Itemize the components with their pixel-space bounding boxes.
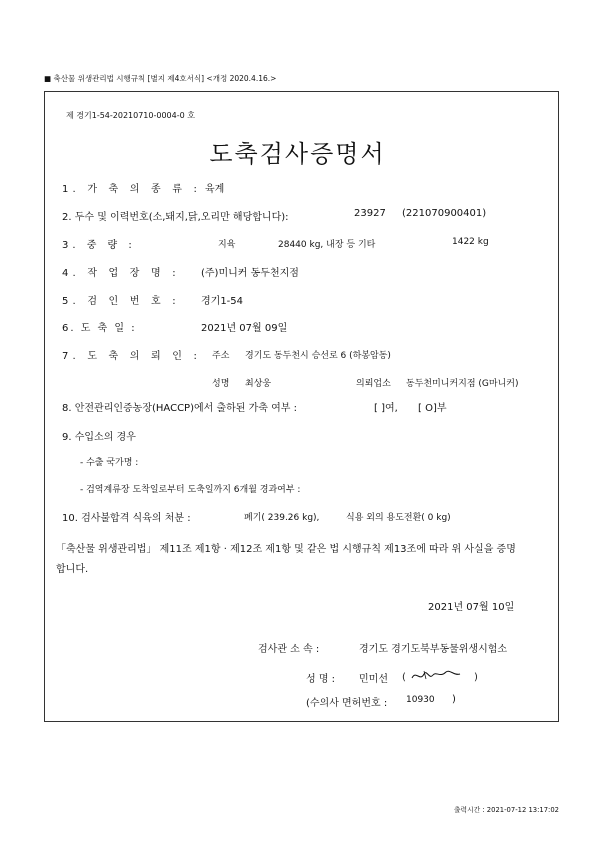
kind-value: 육계	[205, 184, 225, 195]
workplace-value: (주)미니커 동두천지점	[201, 268, 299, 279]
svg-text:(: (	[402, 672, 406, 683]
disposal-other: 식용 외의 용도전환( 0 kg)	[346, 513, 451, 523]
inspector-license-label: (수의사 면허번호 :	[306, 698, 388, 709]
trace-count: 23927	[354, 208, 386, 219]
issue-date: 2021년 07월 10일	[428, 602, 515, 613]
import-label: 9. 수입소의 경우	[62, 432, 136, 443]
haccp-no: [ O]부	[418, 403, 447, 414]
weight-live-label: 지육	[218, 240, 236, 250]
weight-label-text: 3. 중 량 :	[62, 240, 136, 251]
agent-value: 동두천미니커지점 (G마니커)	[406, 379, 519, 389]
name-label: 성명	[212, 379, 230, 389]
haccp-label: 8. 안전관리인증농장(HACCP)에서 출하된 가축 여부 :	[62, 403, 298, 414]
inspector-signature	[402, 666, 482, 686]
address-label: 주소	[212, 351, 230, 361]
weight-label	[62, 236, 136, 251]
statement-line-2: 합니다.	[56, 564, 89, 575]
trace-label: 2. 두수 및 이력번호(소,돼지,닭,오리만 해당합니다):	[62, 212, 289, 223]
trace-number: (221070900401)	[402, 208, 487, 219]
weight-other-value: 1422 kg	[452, 237, 489, 247]
certificate-number: 제 경기1-54-20210710-0004-0 호	[66, 111, 195, 120]
requester-label: 7. 도 축 의 뢰 인 :	[62, 351, 202, 362]
inspector-license-value: 10930	[406, 695, 435, 705]
inspector-name-value: 민미선	[359, 674, 388, 685]
kind-label: 1. 가 축 의 종 류 :	[62, 184, 202, 195]
date-value: 2021년 07월 09일	[201, 323, 288, 334]
agent-label: 의뢰업소	[356, 379, 391, 389]
certificate-title: 도축검사증명서	[209, 140, 386, 168]
disposal-label: 10. 검사불합격 식육의 처분 :	[62, 513, 191, 524]
address-value: 경기도 동두천시 승선로 6 (하봉암동)	[245, 351, 391, 361]
date-label: 6. 도 축 일 :	[62, 323, 137, 334]
form-header-note: ■ 축산물 위생관리법 시행규칙 [별지 제4호서식] <개정 2020.4.16.>	[44, 74, 277, 83]
inspector-name-label: 성 명 :	[306, 674, 336, 685]
svg-text:): )	[474, 672, 478, 683]
statement-line-1: 「축산물 위생관리법」 제11조 제1항 · 제12조 제1항 및 같은 법 시행규칙 제13조에 따라 위 사실을 증명	[56, 544, 516, 555]
inspector-affiliation-label: 검사관 소 속 :	[258, 644, 320, 655]
output-time: 출력시간 : 2021-07-12 13:17:02	[453, 806, 559, 814]
weight-live-value: 28440 kg, 내장 등 기타	[278, 240, 376, 250]
haccp-yes: [ ]여,	[374, 403, 398, 414]
import-period-label: - 검역계류장 도착일로부터 도축일까지 6개월 경과여부 :	[80, 485, 301, 495]
inspector-license-close: )	[452, 694, 456, 705]
license-value: 경기1-54	[201, 296, 244, 307]
inspector-affiliation-value: 경기도 경기도북부동물위생시험소	[359, 644, 508, 655]
workplace-label: 4. 작 업 장 명 :	[62, 268, 180, 279]
license-label: 5. 검 인 번 호 :	[62, 296, 180, 307]
import-country-label: - 수출 국가명 :	[80, 458, 139, 468]
disposal-scrap: 폐기( 239.26 kg),	[244, 513, 320, 523]
name-value: 최상웅	[245, 379, 272, 389]
